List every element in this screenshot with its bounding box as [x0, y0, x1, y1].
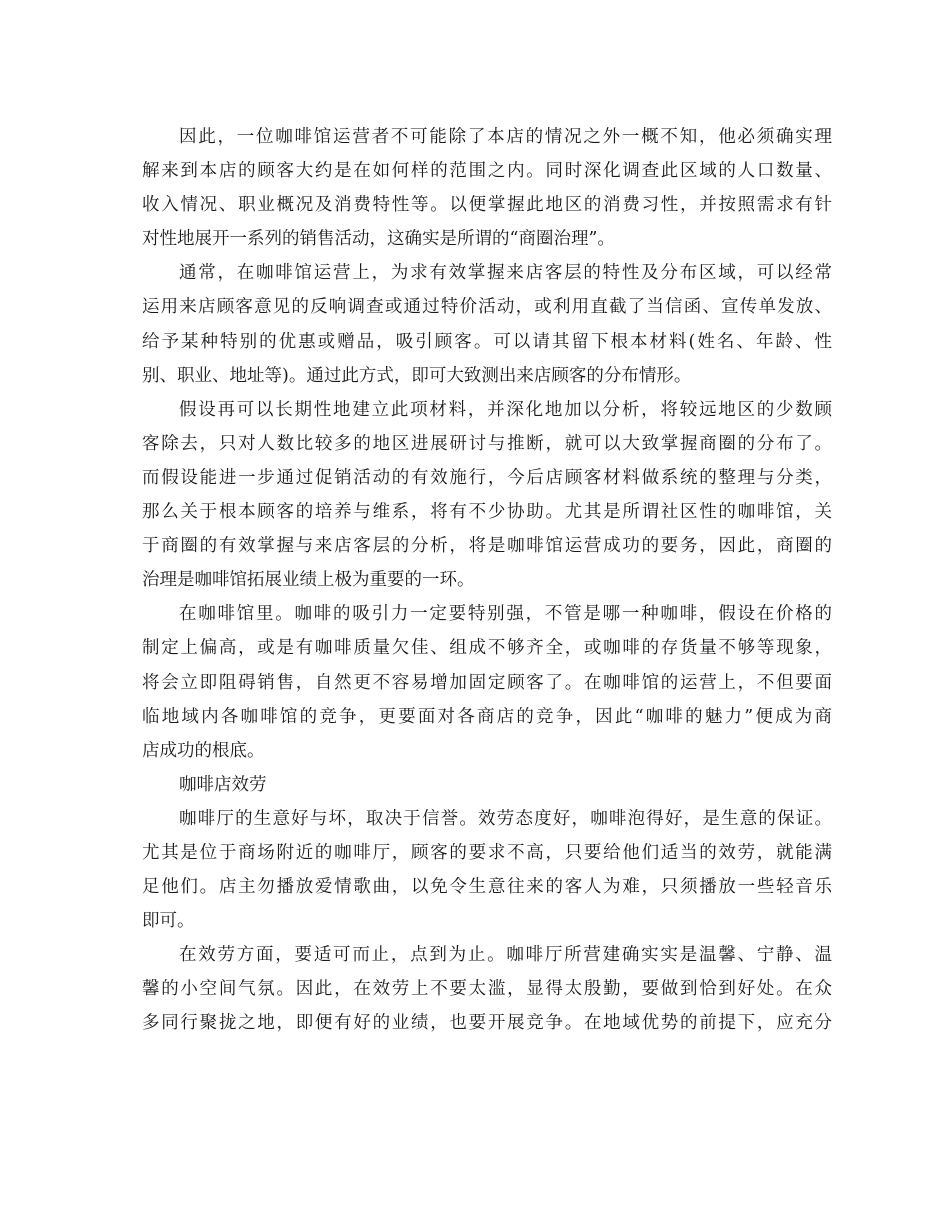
- text-line: 制定上偏高，或是有咖啡质量欠佳、组成不够齐全，或咖啡的存货量不够等现象，: [142, 638, 832, 659]
- text-line: 临地域内各咖啡馆的竞争，更要面对各商店的竞争，因此“咖啡的魅力”便成为商: [142, 706, 832, 727]
- section-heading: 咖啡店效劳: [179, 774, 267, 795]
- text-line: 收入情况、职业概况及消费特性等。以便掌握此地区的消费习性，并按照需求有针: [142, 195, 832, 216]
- text-line: 即可。: [142, 911, 195, 932]
- text-line: 通常，在咖啡馆运营上，为求有效掌握来店客层的特性及分布区域，可以经常: [179, 263, 832, 284]
- text-line: 给予某种特别的优惠或赠品，吸引顾客。可以请其留下根本材料(姓名、年龄、性: [142, 331, 832, 352]
- text-line: 客除去，只对人数比较多的地区进展研讨与推断，就可以大致掌握商圈的分布了。: [142, 433, 832, 454]
- text-line: 解来到本店的顾客大约是在如何样的范围之内。同时深化调查此区域的人口数量、: [142, 161, 832, 182]
- text-line: 咖啡厅的生意好与坏，取决于信誉。效劳态度好，咖啡泡得好，是生意的保证。: [179, 808, 832, 829]
- text-line: 馨的小空间气氛。因此，在效劳上不要太滥，显得太殷勤，要做到恰到好处。在众: [142, 979, 832, 1000]
- text-line: 而假设能进一步通过促销活动的有效施行，今后店顾客材料做系统的整理与分类，: [142, 467, 832, 488]
- text-line: 在咖啡馆里。咖啡的吸引力一定要特别强，不管是哪一种咖啡，假设在价格的: [179, 604, 832, 625]
- text-line: 在效劳方面，要适可而止，点到为止。咖啡厅所营建确实实是温馨、宁静、温: [179, 945, 832, 966]
- text-line: 假设再可以长期性地建立此项材料，并深化地加以分析，将较远地区的少数顾: [179, 399, 832, 420]
- text-line: 别、职业、地址等)。通过此方式，即可大致测出来店顾客的分布情形。: [142, 365, 692, 386]
- text-line: 于商圈的有效掌握与来店客层的分析，将是咖啡馆运营成功的要务，因此，商圈的: [142, 536, 832, 557]
- text-line: 店成功的根底。: [142, 740, 265, 761]
- text-line: 将会立即阻碍销售，自然更不容易增加固定顾客了。在咖啡馆的运营上，不但要面: [142, 672, 832, 693]
- text-line: 对性地展开一系列的销售活动，这确实是所谓的“商圈治理”。: [142, 229, 615, 250]
- text-line: 因此，一位咖啡馆运营者不可能除了本店的情况之外一概不知，他必须确实理: [179, 127, 832, 147]
- body-text: [142, 120, 832, 1041]
- text-line: 尤其是位于商场附近的咖啡厅，顾客的要求不高，只要给他们适当的效劳，就能满: [142, 842, 832, 863]
- text-line: 运用来店顾客意见的反响调查或通过特价活动，或利用直截了当信函、宣传单发放、: [142, 297, 832, 318]
- text-line: 足他们。店主勿播放爱情歌曲，以免令生意往来的客人为难，只须播放一些轻音乐: [142, 877, 832, 898]
- text-line: 多同行聚拢之地，即便有好的业绩，也要开展竞争。在地域优势的前提下，应充分: [142, 1013, 832, 1034]
- text-line: 治理是咖啡馆拓展业绩上极为重要的一环。: [142, 570, 475, 591]
- text-line: 那么关于根本顾客的培养与维系，将有不少协助。尤其是所谓社区性的咖啡馆，关: [142, 502, 832, 523]
